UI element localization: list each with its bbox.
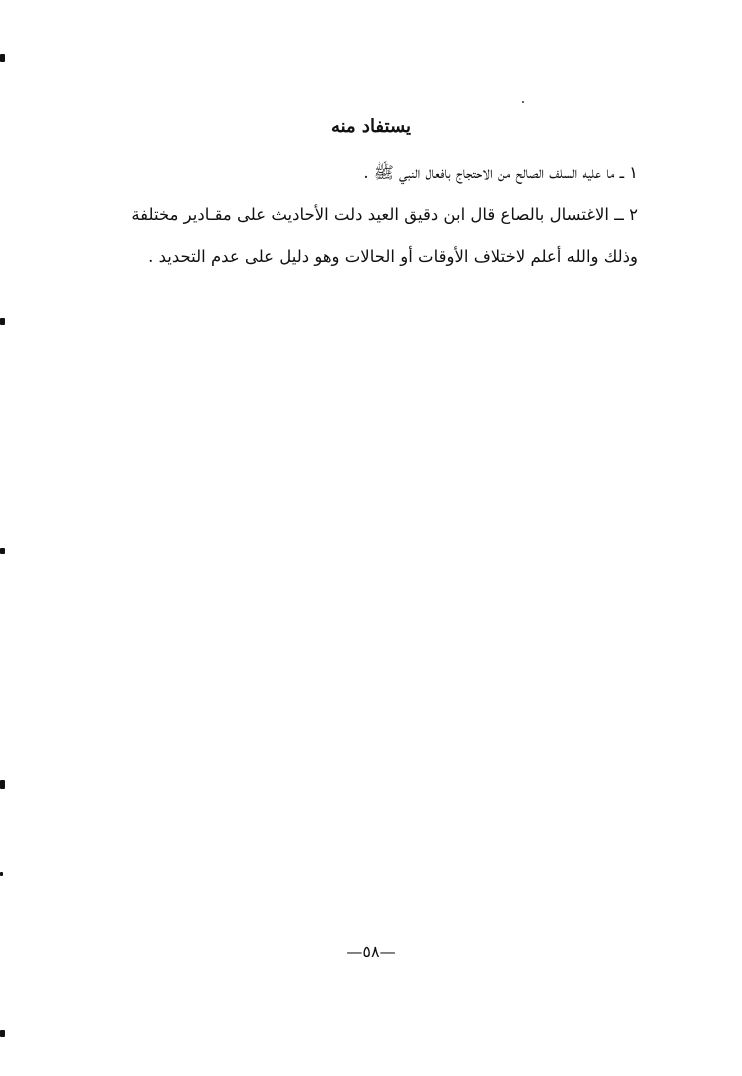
scan-edge-mark <box>0 548 5 554</box>
scan-edge-mark <box>0 1030 5 1037</box>
speck <box>522 101 524 103</box>
text-line-2: ٢ ــ الاغتسال بالصاع قال ابن دقيق العيد دلت الأحاديث على مقـادير مختلفة <box>131 205 638 224</box>
text-line-1: ١ ــ ما عليه السلف الصالح من الاحتجاج بافعال النبي ﷺ . <box>363 163 638 182</box>
section-heading: يستفاد منه <box>330 116 412 137</box>
text-line-3: وذلك والله أعلم لاختلاف الأوقات أو الحالات وهو دليل على عدم التحديد . <box>148 247 638 266</box>
body-text <box>118 152 638 278</box>
page-number: —٥٨— <box>346 942 396 961</box>
scan-edge-mark <box>0 780 5 789</box>
scan-edge-mark <box>0 54 5 62</box>
scan-edge-mark <box>0 872 3 876</box>
scan-edge-mark <box>0 318 5 325</box>
